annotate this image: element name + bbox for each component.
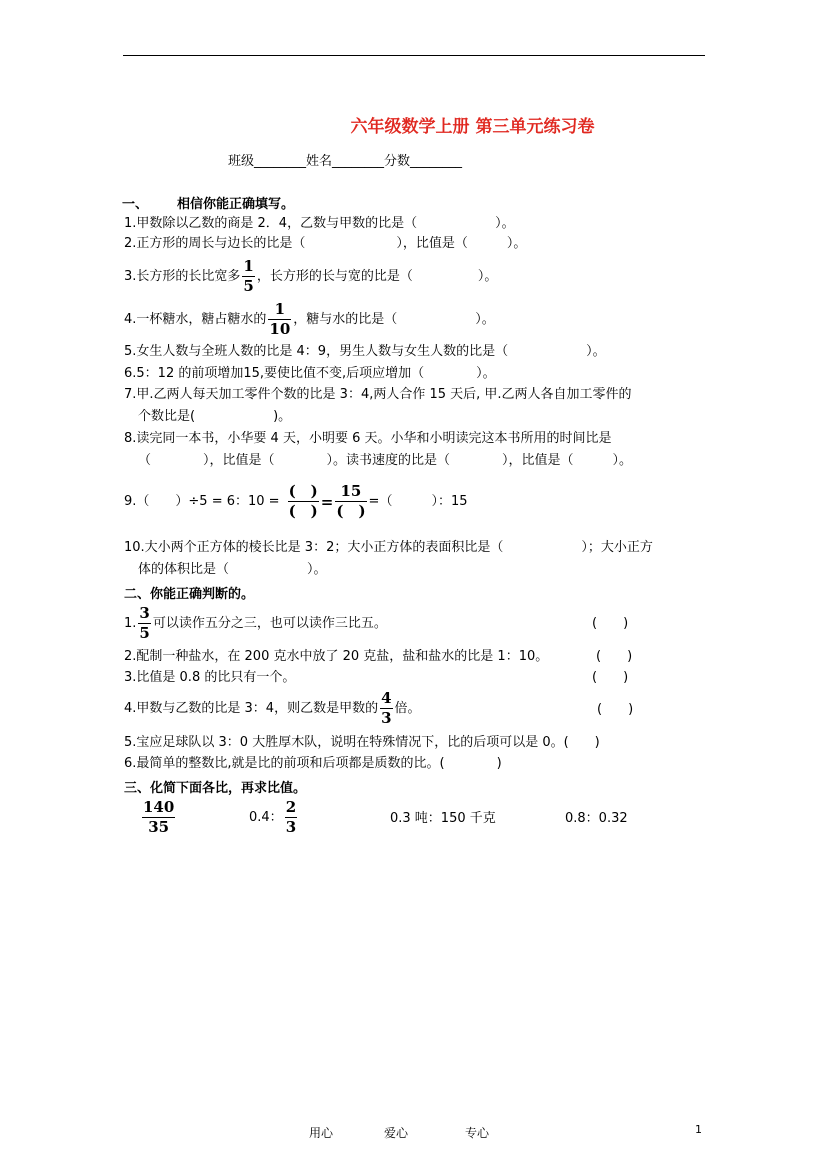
fraction-denominator: 5 [139, 624, 150, 642]
s1-q4-text-after: ，糖与水的比是（ ）。 [293, 311, 495, 327]
s2-question-2: 2.配制一种盐水，在 200 克水中放了 20 克盐，盐和盐水的比是 1：10。 [124, 649, 549, 664]
section3-heading: 三、化简下面各比，再求比值。 [124, 781, 307, 796]
fraction-numerator: 1 [274, 300, 286, 318]
fraction-denominator: 35 [148, 818, 170, 836]
section2-heading: 二、你能正确判断的。 [124, 587, 255, 602]
s1-q4-text-before: 4.一杯糖水，糖占糖水的 [124, 311, 267, 327]
s1-q3-text-after: ，长方形的长与宽的比是（ ）。 [256, 268, 498, 284]
fraction-numerator: 4 [381, 689, 392, 707]
s3-item2-text-before: 0.4： [249, 809, 283, 825]
s3-item-1 [140, 799, 177, 836]
s3-item-2 [249, 799, 299, 836]
s2-q4-text-before: 4.甲数与乙数的比是 3：4，则乙数是甲数的 [124, 700, 379, 716]
s2-q4-fraction [380, 690, 392, 727]
s3-item2-fraction [285, 799, 297, 836]
s2-q1-answer-paren: ( ) [592, 616, 629, 631]
footer-middle: 爱心 [384, 1126, 409, 1140]
s1-q9-equals: = [320, 492, 334, 511]
s2-question-5: 5.宝应足球队以 3：0 大胜厚木队，说明在特殊情况下，比的后项可以是 0。( ) [124, 735, 600, 750]
s1-q9-text-before: 9.（ ）÷5 = 6：10 = [124, 493, 280, 509]
s1-q9-text-after: =（ ）：15 [368, 493, 468, 509]
s2-q4-answer-paren: ( ) [597, 702, 634, 717]
s1-question-4 [124, 301, 495, 338]
s2-q2-answer-paren: ( ) [596, 649, 633, 664]
page-number: 1 [695, 1123, 702, 1136]
fraction-denominator: 3 [381, 709, 392, 727]
s1-question-2: 2.正方形的周长与边长的比是（ ），比值是（ ）。 [124, 236, 527, 251]
s1-question-9 [124, 483, 467, 520]
s1-q9-fraction-2 [335, 483, 366, 520]
s2-question-3: 3.比值是 0.8 的比只有一个。 [124, 670, 296, 685]
header-rule [123, 55, 705, 56]
s1-q3-fraction [242, 258, 254, 295]
s1-q4-fraction [268, 301, 291, 338]
fraction-denominator: 3 [285, 818, 297, 836]
s1-q9-fraction-1 [288, 483, 319, 520]
fraction-denominator: 10 [269, 320, 291, 338]
s1-question-7-line2: 个数比是( )。 [138, 409, 292, 424]
page-title: 六年级数学上册 第三单元练习卷 [350, 117, 595, 137]
s2-q4-text-after: 倍。 [394, 700, 421, 716]
s3-item-4: 0.8：0.32 [565, 811, 628, 826]
fraction-denominator: ( ) [288, 502, 318, 520]
fraction-denominator: ( ) [336, 502, 366, 520]
footer-left: 用心 [309, 1126, 334, 1140]
s2-q1-fraction [138, 605, 150, 642]
s1-question-10-line2: 体的体积比是（ ）。 [138, 562, 327, 577]
s1-question-7-line1: 7.甲.乙两人每天加工零件个数的比是 3：4,两人合作 15 天后, 甲.乙两人各自加工零件的 [124, 387, 632, 402]
s2-q1-prefix: 1. [124, 615, 137, 631]
s1-question-5: 5.女生人数与全班人数的比是 4：9，男生人数与女生人数的比是（ ）。 [124, 344, 606, 359]
fraction-numerator: 1 [243, 257, 254, 275]
s2-question-6: 6.最简单的整数比,就是比的前项和后项都是质数的比。( ) [124, 756, 502, 771]
s1-question-8-line1: 8.读完同一本书，小华要 4 天，小明要 6 天。小华和小明读完这本书所用的时间比是 [124, 431, 612, 446]
s1-question-6: 6.5：12 的前项增加15,要使比值不变,后项应增加（ ）。 [124, 366, 496, 381]
fraction-numerator: 140 [143, 798, 175, 816]
fraction-denominator: 5 [243, 277, 254, 295]
s2-question-1 [124, 605, 387, 642]
s1-question-8-line2: （ ），比值是（ ）。读书速度的比是（ ），比值是（ ）。 [138, 453, 633, 468]
fraction-numerator: ( ) [288, 482, 318, 500]
student-info-line: 班级________姓名________分数________ [228, 154, 463, 169]
s1-question-10-line1: 10.大小两个正方体的棱长比是 3：2；大小正方体的表面积比是（ ）；大小正方 [124, 540, 653, 555]
section1-heading: 相信你能正确填写。 [177, 197, 295, 212]
s1-q3-text-before: 3.长方形的长比宽多 [124, 268, 241, 284]
s3-item-3: 0.3 吨：150 千克 [390, 811, 496, 826]
s2-q1-text-after: 可以读作五分之三，也可以读作三比五。 [152, 615, 387, 631]
s2-question-4 [124, 690, 421, 727]
s1-question-3 [124, 258, 497, 295]
fraction-numerator: 15 [340, 482, 362, 500]
s2-q3-answer-paren: ( ) [592, 670, 629, 685]
s1-question-1: 1.甲数除以乙数的商是 2．4，乙数与甲数的比是（ ）。 [124, 216, 515, 231]
fraction-numerator: 3 [139, 604, 150, 622]
footer-right: 专心 [465, 1126, 490, 1140]
s3-item1-fraction [142, 799, 175, 836]
section1-number: 一、 [122, 197, 149, 212]
fraction-numerator: 2 [285, 798, 297, 816]
